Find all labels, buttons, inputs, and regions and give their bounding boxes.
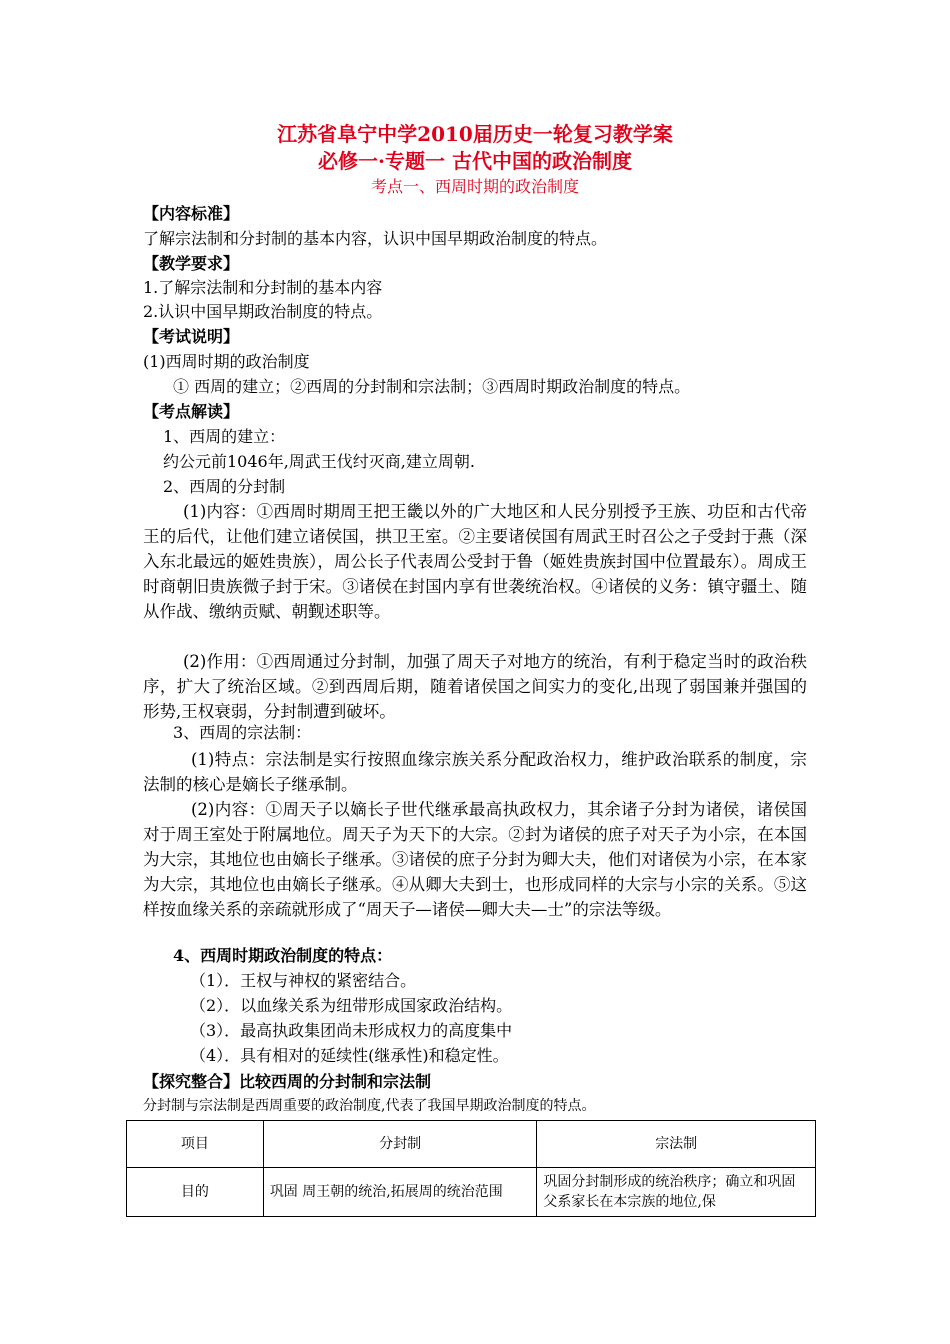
point2-heading: 2、西周的分封制 — [163, 477, 286, 496]
heading-exam-notes: 【考试说明】 — [143, 327, 240, 346]
table-header-cell: 宗法制 — [537, 1121, 816, 1168]
section-topic: 考点一、西周时期的政治制度 — [370, 177, 579, 196]
table-cell: 巩固 周王朝的统治,拓展周的统治范围 — [263, 1168, 537, 1217]
point3-feature-paragraph: (1)特点：宗法制是实行按照血缘宗族关系分配政治权力，维护政治联系的制度，宗法制的核心是嫡长子继承制。 — [143, 750, 807, 794]
point4-item: （4）．具有相对的延续性(继承性)和稳定性。 — [190, 1046, 509, 1065]
content-standard-text: 了解宗法制和分封制的基本内容，认识中国早期政治制度的特点。 — [143, 229, 608, 248]
point4-item: （3）．最高执政集团尚未形成权力的高度集中 — [190, 1021, 513, 1040]
teaching-requirement-2: 2.认识中国早期政治制度的特点。 — [143, 302, 383, 321]
teaching-requirement-1: 1.了解宗法制和分封制的基本内容 — [143, 278, 383, 297]
point3-heading: 3、西周的宗法制： — [173, 723, 312, 742]
point1-heading: 1、西周的建立： — [163, 427, 286, 446]
heading-key-points: 【考点解读】 — [143, 402, 240, 421]
point4-heading: 4、西周时期政治制度的特点： — [173, 946, 393, 965]
table-header-cell: 项目 — [127, 1121, 264, 1168]
table-header-cell: 分封制 — [263, 1121, 537, 1168]
point4-item: （1）．王权与神权的紧密结合。 — [190, 971, 417, 990]
document-title: 江苏省阜宁中学2010届历史一轮复习教学案 — [277, 122, 673, 146]
heading-teaching-requirements: 【教学要求】 — [143, 254, 240, 273]
heading-content-standard: 【内容标准】 — [143, 204, 240, 223]
point3-content-paragraph: (2)内容：①周天子以嫡长子世代继承最高执政权力，其余诸子分封为诸侯，诸侯国对于周王室处于附属地位。周天子为天下的大宗。②封为诸侯的庶子对天子为小宗，在本国为大宗，其地位也由嫡长子继承。③诸侯的庶子分封为卿大夫，他们对诸侯为小宗，在本家为大宗，其地位也由嫡长子继承。④从卿大夫到士，也形成同样的大宗与小宗的关系。⑤这样按血缘关系的亲疏就形成了“周天子—诸侯—卿大夫—士”的宗法等级。 — [143, 800, 807, 919]
point4-item: （2）．以血缘关系为纽带形成国家政治结构。 — [190, 996, 513, 1015]
point1-text: 约公元前1046年,周武王伐纣灭商,建立周朝. — [163, 452, 475, 471]
explore-intro-text: 分封制与宗法制是西周重要的政治制度,代表了我国早期政治制度的特点。 — [143, 1098, 596, 1114]
table-header-row — [127, 1121, 816, 1168]
table-cell-label: 目的 — [127, 1168, 264, 1217]
table-row — [127, 1168, 816, 1217]
heading-explore-integrate: 【探究整合】比较西周的分封制和宗法制 — [143, 1072, 432, 1091]
page-bottom-margin — [0, 1218, 950, 1344]
table-cell: 巩固分封制形成的统治秩序；确立和巩固父系家长在本宗族的地位,保 — [537, 1168, 816, 1217]
point2-effect-paragraph: (2)作用：①西周通过分封制，加强了周天子对地方的统治，有利于稳定当时的政治秩序，扩大了统治区域。②到西周后期，随着诸侯国之间实力的变化,出现了弱国兼并强国的形势,王权衰弱，分封制遭到破坏。 — [143, 652, 807, 721]
point2-content-paragraph: (1)内容：①西周时期周王把王畿以外的广大地区和人民分别授予王族、功臣和古代帝王的后代，让他们建立诸侯国，拱卫王室。②主要诸侯国有周武王时召公之子受封于燕（深入东北最远的姬姓贵族），周公长子代表周公受封于鲁（姬姓贵族封国中位置最东）。周成王时商朝旧贵族微子封于宋。③诸侯在封国内享有世袭统治权。④诸侯的义务：镇守疆土、随从作战、缴纳贡赋、朝觐述职等。 — [143, 502, 807, 621]
exam-note-1: (1)西周时期的政治制度 — [143, 352, 310, 371]
exam-note-2: ① 西周的建立；②西周的分封制和宗法制；③西周时期政治制度的特点。 — [173, 377, 691, 396]
document-subtitle: 必修一·专题一 古代中国的政治制度 — [318, 149, 632, 173]
comparison-table — [126, 1120, 816, 1217]
